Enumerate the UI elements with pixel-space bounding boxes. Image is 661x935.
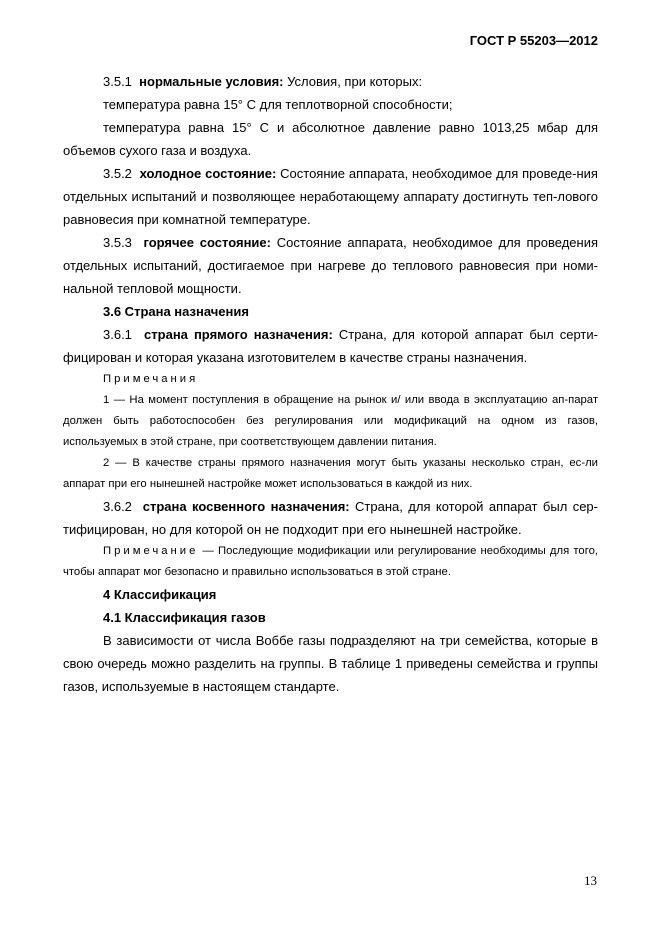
clause-number: 3.6.1 [103, 327, 132, 342]
section-heading-4: 4 Классификация [103, 587, 217, 602]
clause-term: страна косвенного назначения: [142, 499, 350, 514]
note-3 [63, 541, 598, 583]
clause-definition: Состояние аппарата, необходимое для проведения отдельных испытаний, достигаемое при нагреве до теплового равновесия при номи-нальной тепловой мощности. [63, 235, 598, 296]
clause-term: холодное состояние: [139, 166, 277, 181]
clause-number: 3.5.2 [103, 166, 132, 181]
clause-number: 3.6.2 [103, 499, 132, 514]
clause-3-6-2 [63, 495, 598, 541]
clause-3-5-1 [63, 70, 598, 93]
clause-definition: Страна, для которой аппарат был сер-тифицирован, но для которой он не подходит при его нынешней настройке. [63, 499, 598, 537]
note-1: 1 — На момент поступления в обращение на рынок и/ или ввода в эксплуатацию ап-парат должен быть работоспособен без регулирования или модификаций на одном из газов, используемых в этой стране, при соответствующем давлении питания. [63, 394, 598, 448]
clause-3-5-1-line2: температура равна 15° С для теплотворной способности; [103, 97, 453, 112]
paragraph-4-1: В зависимости от числа Воббе газы подразделяют на три семейства, которые в свою очередь можно разделить на группы. В таблице 1 приведены семейства и группы газов, используемые в настоящем стандарте. [63, 633, 598, 694]
clause-term: нормальные условия: [139, 74, 284, 89]
document-header: ГОСТ Р 55203—2012 [469, 33, 598, 48]
note-label: Примечание [103, 545, 199, 557]
notes-label: Примечания [103, 373, 199, 385]
clause-definition: Условия, при которых: [287, 74, 423, 89]
clause-definition: Страна, для которой аппарат был серти-фицирован и которая указана изготовителем в качестве страны назначения. [63, 327, 598, 365]
clause-3-5-2 [63, 162, 598, 231]
clause-term: страна прямого назначения: [144, 327, 333, 342]
page-body [63, 70, 598, 698]
clause-number: 3.5.1 [103, 74, 132, 89]
clause-3-5-3 [63, 231, 598, 300]
page-number: 13 [584, 873, 597, 888]
clause-definition: Состояние аппарата, необходимое для проведе-ния отдельных испытаний и позволяющее неработающему аппарату достигнуть теп-лового равновесия при комнатной температуре. [63, 166, 598, 227]
clause-number: 3.5.3 [103, 235, 132, 250]
section-heading-4-1: 4.1 Классификация газов [103, 610, 266, 625]
note-2: 2 — В качестве страны прямого назначения могут быть указаны несколько стран, ес-ли аппарат при его нынешней настройке может использоваться в каждой из них. [63, 457, 598, 490]
note-text: — Последующие модификации или регулирование необходимы для того, чтобы аппарат мог безопасно и правильно использоваться в этой стране. [63, 545, 598, 578]
clause-3-5-1-line3: температура равна 15° С и абсолютное давление равно 1013,25 мбар для объемов сухого газа и воздуха. [63, 120, 598, 158]
clause-3-6-1 [63, 323, 598, 369]
clause-term: горячее состояние: [143, 235, 271, 250]
section-heading-3-6: 3.6 Страна назначения [103, 304, 249, 319]
